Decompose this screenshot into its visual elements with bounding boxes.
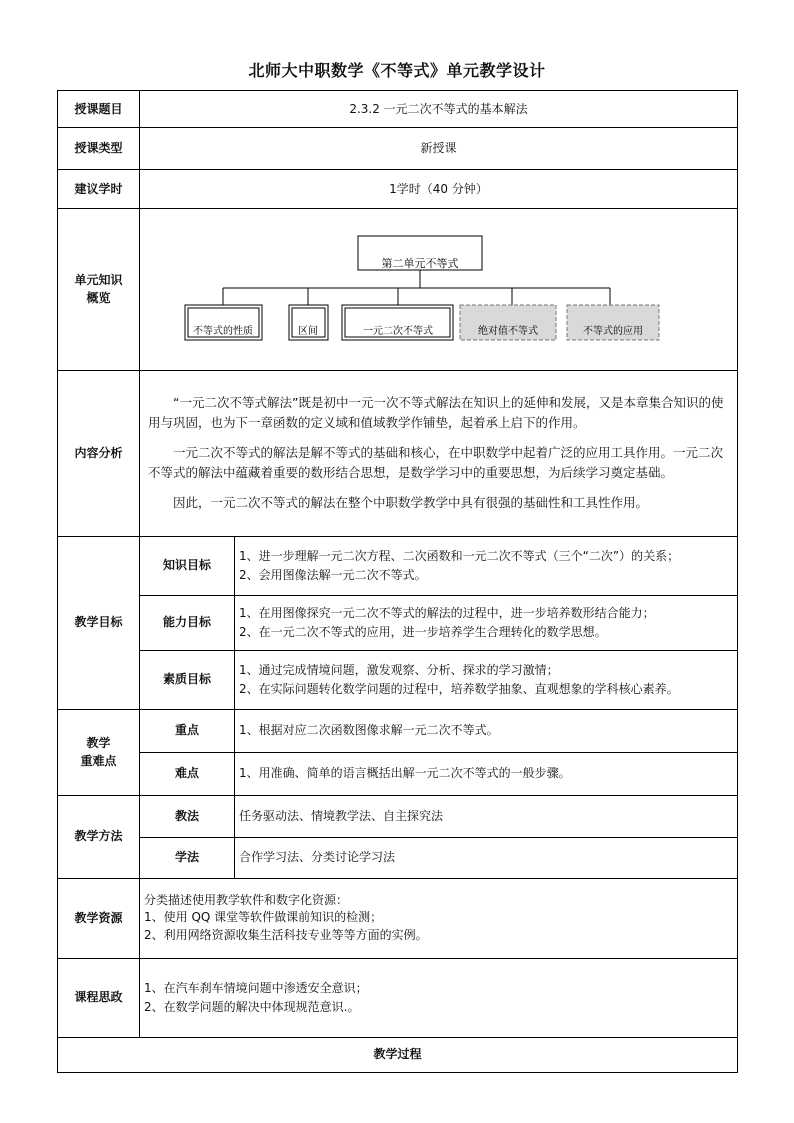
- diagram-child-text-3: 一元二次不等式: [363, 326, 433, 337]
- row-difficulty: [58, 752, 738, 795]
- analysis-paragraph-3: 因此，一元二次不等式的解法在整个中职数学教学中具有很强的基础性和工具性作用。: [173, 495, 649, 511]
- label-keypoints-line2: 重难点: [80, 754, 117, 769]
- value-type: 新授课: [140, 128, 738, 170]
- analysis-paragraph-2: 一元二次不等式的解法是解不等式的基础和核心，在中职数学中起着广泛的应用工具作用。一元二次不等式的解法中蕴藏着重要的数形结合思想，是数学学习中的重要思想，为后续学习奠定基础。: [148, 445, 724, 481]
- goal-ability-line-1: 1、在用图像探究一元二次不等式的解法的过程中，进一步培养数形结合能力；: [239, 606, 655, 620]
- resources-content: [140, 878, 738, 958]
- ideology-content: [140, 958, 738, 1037]
- lesson-plan-table: [57, 90, 738, 1073]
- overview-diagram-cell: [140, 209, 738, 371]
- label-keypoints: [58, 709, 140, 795]
- sub-goal-knowledge: 知识目标: [140, 536, 235, 595]
- label-overview-line2: 概览: [86, 291, 111, 306]
- analysis-content: [140, 370, 738, 536]
- row-analysis: [58, 370, 738, 536]
- sub-keypoint: 重点: [140, 709, 235, 752]
- goal-ability-content: [235, 595, 738, 650]
- label-hours: 建议学时: [58, 170, 140, 209]
- goal-quality-line-1: 1、通过完成情境问题，激发观察、分析、探求的学习激情；: [239, 663, 559, 677]
- label-overview: [58, 209, 140, 371]
- value-hours: 1学时（40 分钟）: [140, 170, 738, 209]
- page-title: 北师大中职数学《不等式》单元教学设计: [248, 61, 546, 80]
- label-goals: 教学目标: [58, 536, 140, 709]
- row-keypoint: [58, 709, 738, 752]
- sub-goal-ability: 能力目标: [140, 595, 235, 650]
- row-resources: [58, 878, 738, 958]
- goal-knowledge-line-2: 2、会用图像法解一元二次不等式。: [239, 567, 427, 582]
- goal-ability-line-2: 2、在一元二次不等式的应用，进一步培养学生合理转化的数学思想。: [239, 624, 607, 639]
- unit-structure-diagram: [140, 209, 735, 364]
- ideology-line-2: 2、在数学问题的解决中体现规范意识.。: [144, 999, 360, 1014]
- goal-knowledge-content: [235, 536, 738, 595]
- diagram-child-text-4: 绝对值不等式: [478, 326, 538, 337]
- teaching-method-content: 任务驱动法、情境教学法、自主探究法: [235, 795, 738, 837]
- diagram-child-text-2: 区间: [298, 326, 318, 337]
- sub-learning-method: 学法: [140, 837, 235, 878]
- ideology-line-1: 1、在汽车刹车情境问题中渗透安全意识；: [144, 981, 368, 995]
- label-keypoints-line1: 教学: [86, 735, 111, 750]
- label-analysis: 内容分析: [58, 370, 140, 536]
- resources-line-1: 分类描述使用教学软件和数字化资源：: [144, 893, 349, 907]
- row-goal-ability: [58, 595, 738, 650]
- sub-difficulty: 难点: [140, 752, 235, 795]
- label-resources: 教学资源: [58, 878, 140, 958]
- diagram-child-text-1: 不等式的性质: [193, 326, 253, 337]
- row-goal-quality: [58, 650, 738, 709]
- value-topic: 2.3.2 一元二次不等式的基本解法: [140, 91, 738, 128]
- label-type: 授课类型: [58, 128, 140, 170]
- sub-teaching-method: 教法: [140, 795, 235, 837]
- row-goal-knowledge: [58, 536, 738, 595]
- label-ideology: 课程思政: [58, 958, 140, 1037]
- row-type: [58, 128, 738, 170]
- resources-line-2: 1、使用 QQ 课堂等软件做课前知识的检测；: [144, 910, 383, 925]
- row-learning-method: [58, 837, 738, 878]
- diagram-root-text: 第二单元不等式: [381, 257, 459, 270]
- row-overview: [58, 209, 738, 371]
- keypoint-content: 1、根据对应二次函数图像求解一元二次不等式。: [235, 709, 738, 752]
- label-overview-line1: 单元知识: [74, 272, 123, 287]
- label-methods: 教学方法: [58, 795, 140, 878]
- sub-goal-quality: 素质目标: [140, 650, 235, 709]
- label-topic: 授课题目: [58, 91, 140, 128]
- analysis-paragraph-1: “一元二次不等式解法”既是初中一元一次不等式解法在知识上的延伸和发展，又是本章集合知识的使用与巩固，也为下一章函数的定义域和值域教学作铺垫，起着承上启下的作用。: [148, 395, 724, 431]
- row-hours: [58, 170, 738, 209]
- process-heading: 教学过程: [58, 1037, 738, 1072]
- resources-line-3: 2、利用网络资源收集生活科技专业等等方面的实例。: [144, 927, 428, 942]
- row-ideology: [58, 958, 738, 1037]
- difficulty-content: 1、用准确、简单的语言概括出解一元二次不等式的一般步骤。: [235, 752, 738, 795]
- diagram-child-text-5: 不等式的应用: [583, 326, 643, 337]
- goal-quality-content: [235, 650, 738, 709]
- learning-method-content: 合作学习法、分类讨论学习法: [235, 837, 738, 878]
- goal-quality-line-2: 2、在实际问题转化数学问题的过程中，培养数学抽象、直观想象的学科核心素养。: [239, 681, 679, 696]
- row-teaching-method: [58, 795, 738, 837]
- row-topic: [58, 91, 738, 128]
- row-process: [58, 1037, 738, 1072]
- goal-knowledge-line-1: 1、进一步理解一元二次方程、二次函数和一元二次不等式（三个“二次”）的关系；: [239, 549, 680, 563]
